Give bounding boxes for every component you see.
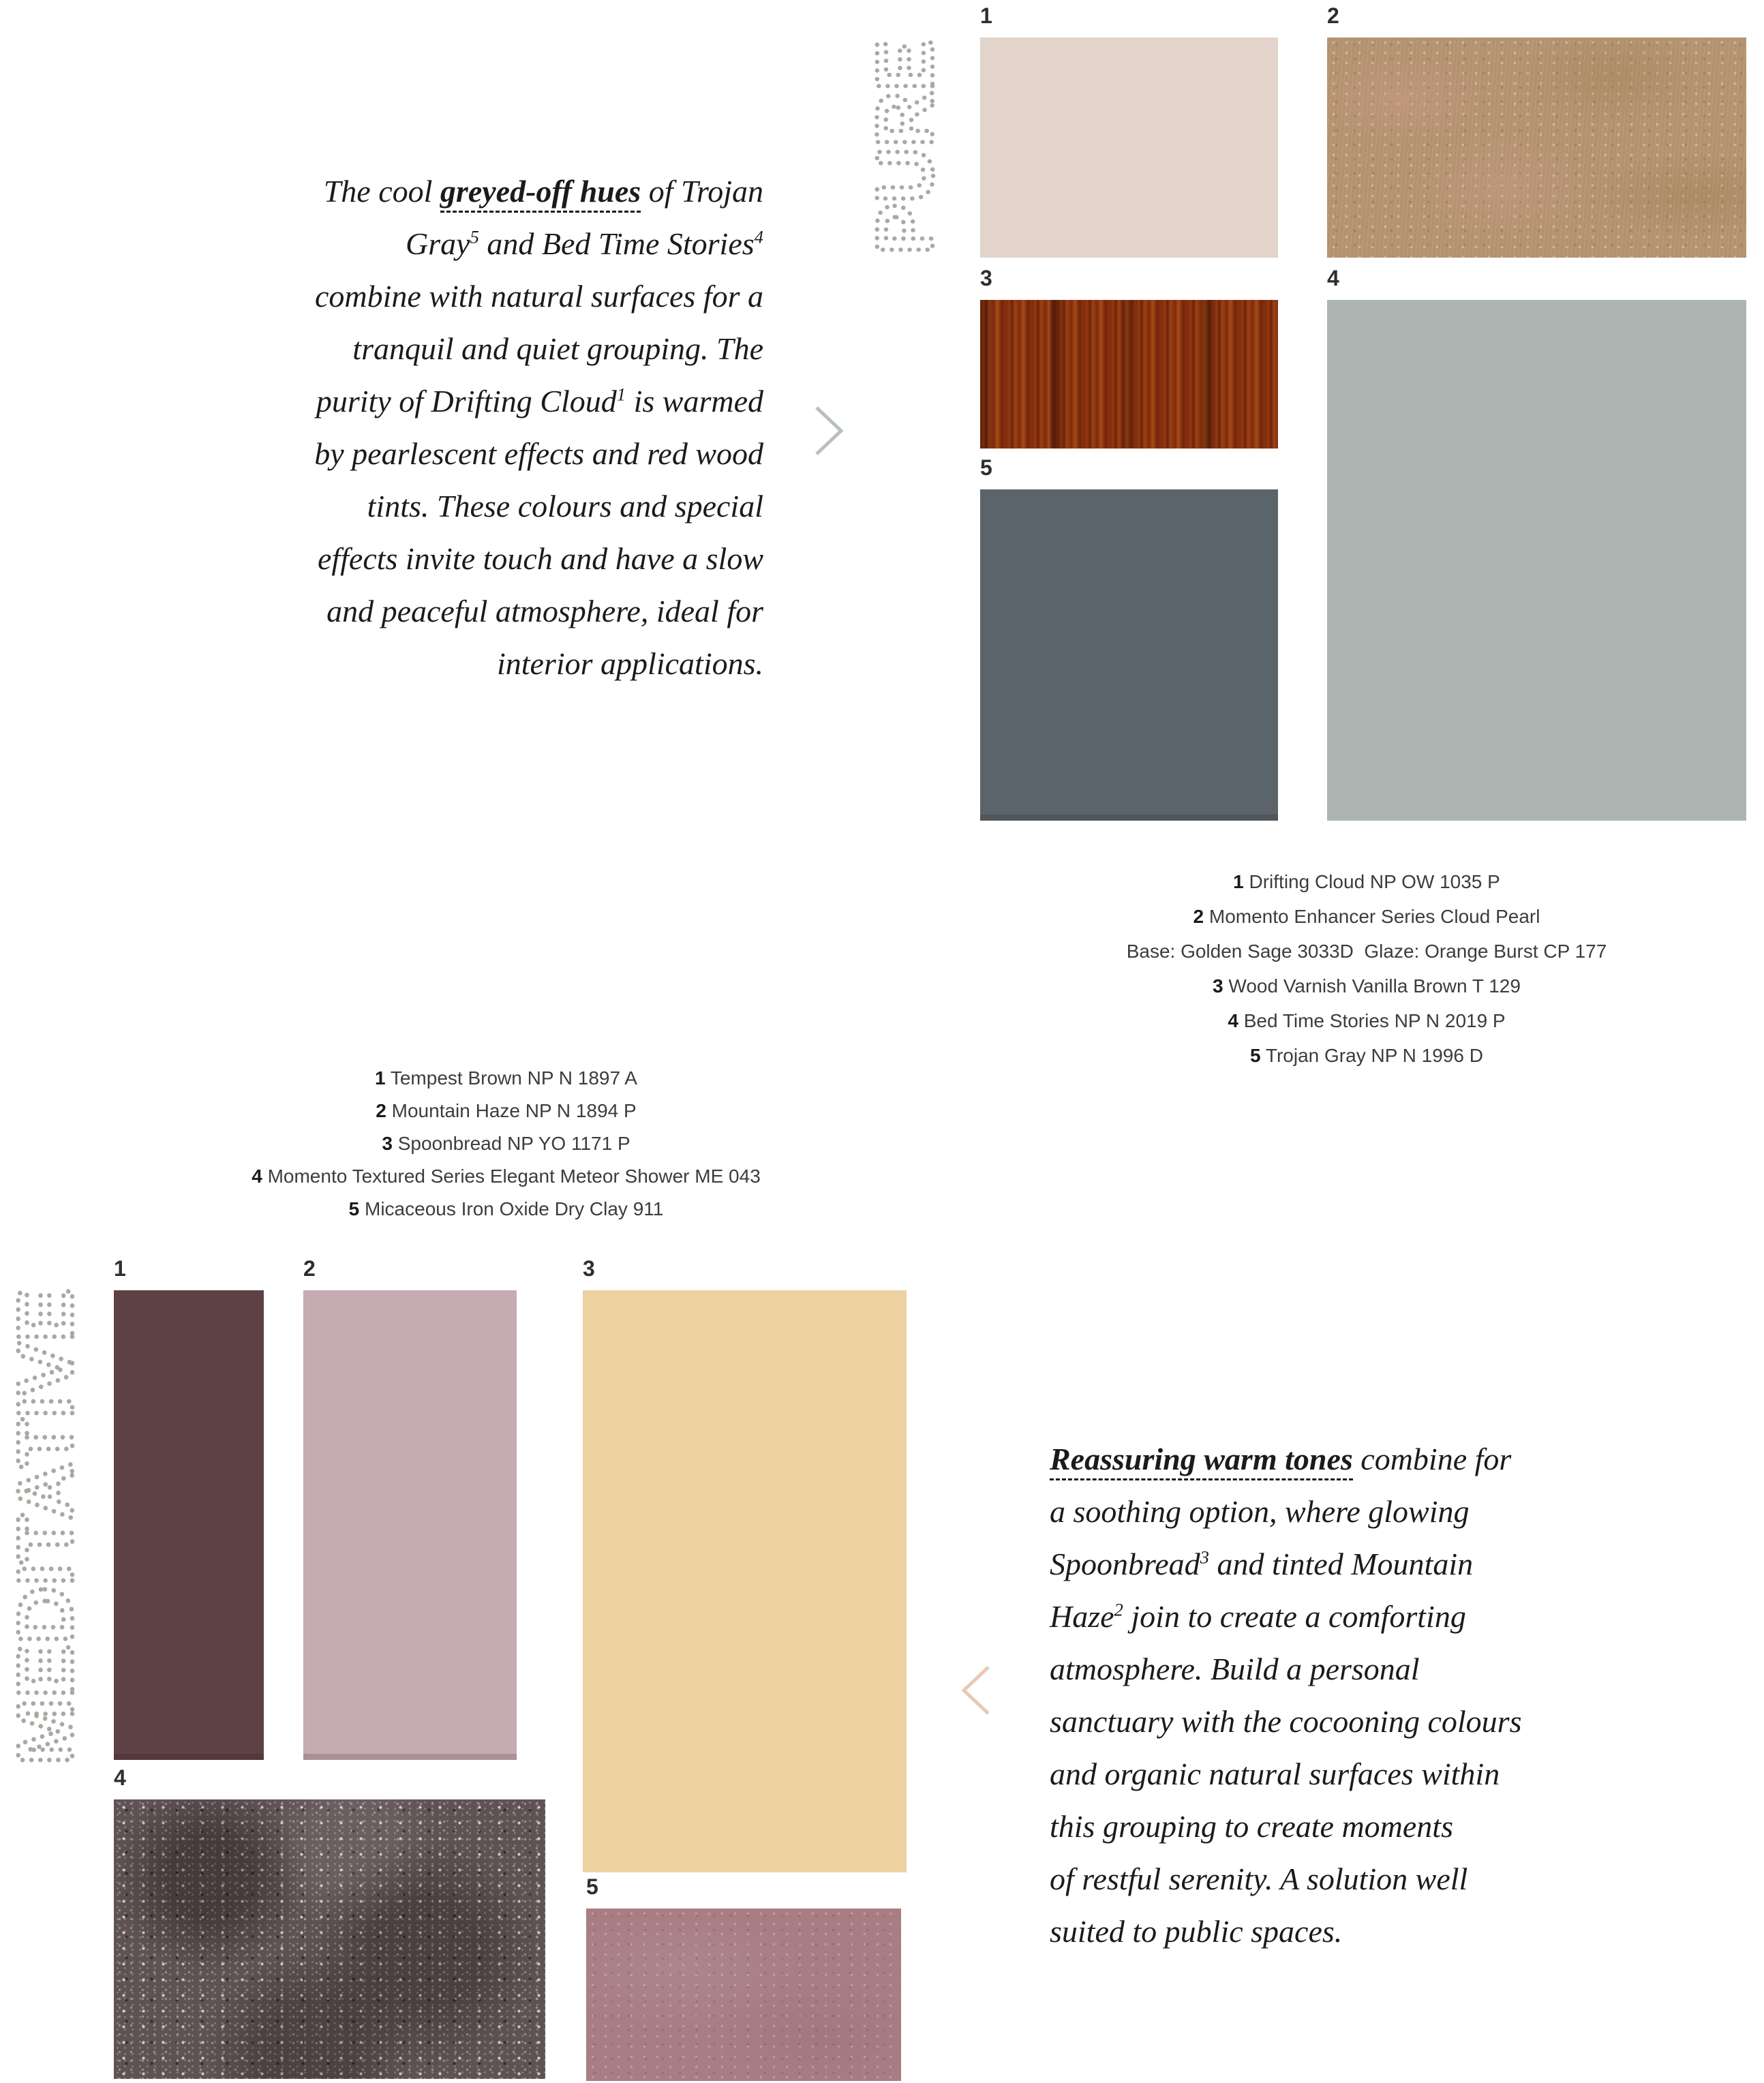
swatch-number: 3 xyxy=(583,1256,595,1281)
pure-vertical-heading xyxy=(860,31,950,256)
caption-line: Base: Golden Sage 3033D Glaze: Orange Burst CP 177 xyxy=(1126,941,1607,962)
swatch-momento-cloud-pearl xyxy=(1327,37,1746,258)
caption-line: 5 Trojan Gray NP N 1996 D xyxy=(1250,1045,1483,1066)
chevron-right-icon xyxy=(808,404,849,458)
swatch-bed-time-stories xyxy=(1327,300,1746,821)
swatch-tempest-brown xyxy=(114,1290,264,1760)
caption-line: 3 Spoonbread NP YO 1171 P xyxy=(382,1133,630,1154)
pure-description: The cool greyed-off hues of Trojan Gray$^5$ and Bed Time Stories$^4$ combine with natural surfaces for a tranquil and quiet grouping. The purity of Drifting Cloud$^1$ is warmed by pearlescent effects and red wood tints. These colours and special effects invite touch and have a slow and peaceful atmosphere, ideal for interior applications. xyxy=(314,174,763,681)
swatch-wood-varnish-vanilla-brown xyxy=(980,300,1278,448)
swatch-number: 1 xyxy=(114,1256,126,1281)
swatch-spoonbread xyxy=(583,1290,907,1872)
meditative-vertical-heading xyxy=(2,1280,89,1767)
svg-text:MEDITATIVE: MEDITATIVE xyxy=(2,1302,89,1765)
caption-line: 2 Mountain Haze NP N 1894 P xyxy=(376,1100,637,1121)
swatch-number: 5 xyxy=(586,1874,598,1899)
swatch-number: 3 xyxy=(980,266,992,290)
swatch-micaceous-iron-oxide-dry-clay xyxy=(586,1909,901,2081)
chevron-left-icon xyxy=(956,1663,997,1718)
swatch-number: 5 xyxy=(980,455,992,480)
caption-line: 1 Drifting Cloud NP OW 1035 P xyxy=(1233,871,1500,892)
caption-line: 2 Momento Enhancer Series Cloud Pearl xyxy=(1193,906,1540,927)
caption-line: 1 Tempest Brown NP N 1897 A xyxy=(375,1067,637,1089)
swatch-momento-meteor-shower xyxy=(114,1799,545,2079)
pure-caption-list xyxy=(1104,864,1629,1073)
swatch-number: 4 xyxy=(114,1765,126,1790)
swatch-number: 2 xyxy=(1327,3,1339,28)
caption-line: 4 Bed Time Stories NP N 2019 P xyxy=(1228,1010,1506,1031)
swatch-trojan-gray xyxy=(980,489,1278,821)
svg-text:PURE: PURE xyxy=(860,31,950,255)
caption-line: 5 Micaceous Iron Oxide Dry Clay 911 xyxy=(348,1198,664,1219)
meditative-caption-list xyxy=(116,1062,896,1226)
swatch-drifting-cloud xyxy=(980,37,1278,258)
meditative-description: Reassuring warm tones combine for a soothing option, where glowing Spoonbread$^3$ and tinted Mountain Haze$^2$ join to create a comforting atmosphere. Build a personal sanctuary with the cocooning colours and organic natural surfaces within this grouping to create moments of restful serenity. A solution well suited to public spaces. xyxy=(1050,1442,1522,1949)
swatch-number: 1 xyxy=(980,3,992,28)
caption-line: 3 Wood Varnish Vanilla Brown T 129 xyxy=(1213,975,1521,997)
swatch-number: 4 xyxy=(1327,266,1339,290)
swatch-number: 2 xyxy=(303,1256,316,1281)
caption-line: 4 Momento Textured Series Elegant Meteor Shower ME 043 xyxy=(252,1166,761,1187)
swatch-mountain-haze xyxy=(303,1290,517,1760)
